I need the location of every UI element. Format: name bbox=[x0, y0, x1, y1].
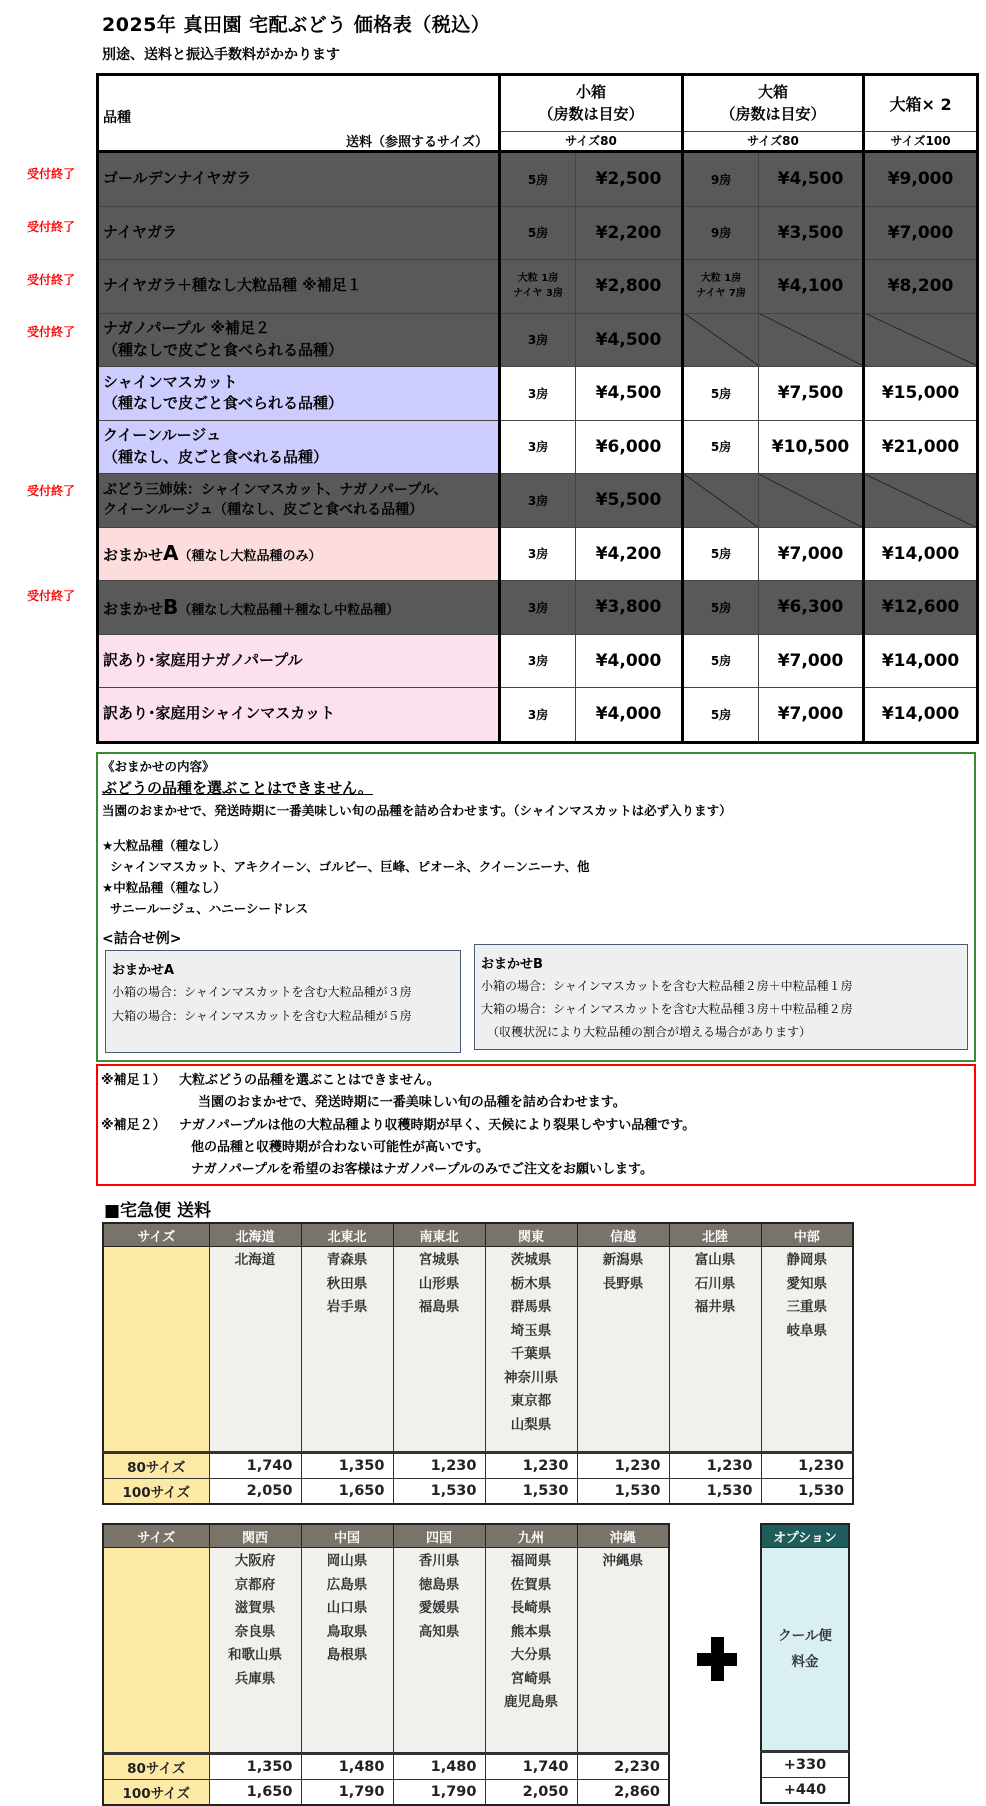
prefecture: 三重県 bbox=[786, 1299, 827, 1315]
prefecture: 熊本県 bbox=[510, 1623, 552, 1640]
region-header: 関東 bbox=[485, 1223, 577, 1247]
large-box-count: 5房 bbox=[683, 634, 759, 688]
example-a-title: おまかせA bbox=[112, 963, 175, 978]
price-row bbox=[98, 152, 978, 207]
large-box-price-unavailable bbox=[759, 474, 864, 528]
prefecture: 福井県 bbox=[694, 1299, 736, 1315]
prefecture: 東京都 bbox=[510, 1393, 552, 1409]
example-b-large: 大箱の場合：シャインマスカットを含む大粒品種３房＋中粒品種２房 bbox=[481, 1002, 853, 1016]
region-header: 信越 bbox=[577, 1223, 669, 1247]
large-box-count: 5房 bbox=[683, 527, 759, 581]
shipping-price-80: 1,740 bbox=[209, 1453, 301, 1479]
omakase-notice: ぶどうの品種を選ぶことはできません。 bbox=[102, 779, 373, 797]
small-box-count: 3房 bbox=[500, 367, 576, 421]
name-letter: A bbox=[163, 541, 179, 566]
header-large-box: 大箱 （房数は目安） bbox=[683, 75, 864, 132]
prefecture-list bbox=[669, 1247, 761, 1453]
size-label: 100サイズ bbox=[103, 1780, 209, 1806]
large-box-price: ¥7,000 bbox=[759, 527, 864, 581]
name-suffix: （種なし大粒品種＋種なし中粒品種） bbox=[178, 602, 400, 618]
x2-price-unavailable bbox=[864, 313, 978, 367]
closed-status-label: 受付終了 bbox=[27, 588, 76, 603]
large-box-count: 5房 bbox=[683, 581, 759, 635]
prefecture: 香川県 bbox=[418, 1553, 460, 1569]
prefecture: 岐阜県 bbox=[786, 1322, 827, 1339]
variety-name: ナイヤガラ＋種なし大粒品種 ※補足１ bbox=[98, 260, 500, 314]
large-x2-price: ¥9,000 bbox=[864, 152, 978, 207]
price-row bbox=[98, 420, 978, 474]
header-shipping-ref: 送料（参照するサイズ） bbox=[98, 131, 500, 152]
header-large-x2: 大箱× 2 bbox=[864, 75, 978, 132]
large-box-count: 9房 bbox=[683, 152, 759, 207]
large-box-price: ¥7,000 bbox=[759, 634, 864, 688]
prefecture: 高知県 bbox=[418, 1623, 460, 1640]
cool-price-100: +440 bbox=[761, 1778, 849, 1804]
small-box-count: 5房 bbox=[500, 206, 576, 260]
header-x2-size: サイズ100 bbox=[864, 131, 978, 152]
shipping-price-100: 1,530 bbox=[577, 1479, 669, 1505]
x2-price-unavailable bbox=[864, 474, 978, 528]
name-letter: B bbox=[163, 594, 179, 619]
prefecture: 広島県 bbox=[326, 1576, 368, 1593]
price-row bbox=[98, 474, 978, 528]
shipping-price-80: 2,230 bbox=[577, 1754, 669, 1780]
medium-grain-list: サニールージュ、ハニーシードレス bbox=[110, 901, 309, 916]
prefecture: 宮崎県 bbox=[510, 1670, 552, 1687]
small-box-count: 大粒 1房 ナイヤ 3房 bbox=[500, 260, 576, 314]
example-a-box bbox=[105, 950, 461, 1053]
prefecture: 長崎県 bbox=[510, 1600, 552, 1616]
size-label: 80サイズ bbox=[103, 1453, 209, 1479]
note2-line2: 他の品種と収穫時期が合わない可能性が高いです。 bbox=[191, 1140, 489, 1155]
prefecture: 北海道 bbox=[234, 1252, 276, 1268]
small-box-count: 3房 bbox=[500, 474, 576, 528]
shipping-price-100: 1,530 bbox=[393, 1479, 485, 1505]
prefecture-list bbox=[577, 1247, 669, 1453]
name-suffix: （種なし大粒品種のみ） bbox=[178, 549, 322, 565]
variety-name bbox=[98, 581, 500, 635]
shipping-price-80: 1,230 bbox=[485, 1453, 577, 1479]
prefecture: 京都府 bbox=[234, 1576, 276, 1593]
small-box-price: ¥2,800 bbox=[576, 260, 683, 314]
plus-icon bbox=[697, 1637, 737, 1681]
prefecture: 山梨県 bbox=[510, 1416, 552, 1433]
prefecture-list bbox=[209, 1548, 301, 1754]
closed-status-label: 受付終了 bbox=[27, 483, 76, 498]
price-row bbox=[98, 313, 978, 367]
variety-name bbox=[98, 527, 500, 581]
example-a-large: 大箱の場合：シャインマスカットを含む大粒品種が５房 bbox=[112, 1009, 412, 1023]
region-header: 中国 bbox=[301, 1524, 393, 1548]
prefecture: 大分県 bbox=[510, 1647, 552, 1663]
prefecture: 静岡県 bbox=[786, 1252, 827, 1268]
page-subtitle: 別途、送料と振込手数料がかかります bbox=[102, 47, 340, 63]
large-box-price-unavailable bbox=[759, 313, 864, 367]
prefecture: 宮城県 bbox=[418, 1252, 460, 1268]
large-box-count: 5房 bbox=[683, 367, 759, 421]
page-title: 2025年 真田園 宅配ぶどう 価格表（税込） bbox=[102, 14, 491, 36]
note1-label: ※補足１） bbox=[101, 1073, 166, 1088]
large-box-count: 大粒 1房 ナイヤ 7房 bbox=[683, 260, 759, 314]
header-large-size: サイズ80 bbox=[683, 131, 864, 152]
region-header: 北東北 bbox=[301, 1223, 393, 1247]
shipping-price-100: 2,860 bbox=[577, 1780, 669, 1806]
variety-name: シャインマスカット （種なしで皮ごと食べられる品種） bbox=[98, 367, 500, 421]
prefecture: 神奈川県 bbox=[504, 1369, 558, 1386]
prefecture: 栃木県 bbox=[510, 1275, 552, 1292]
large-x2-price: ¥14,000 bbox=[864, 634, 978, 688]
omakase-info-box bbox=[96, 752, 976, 1062]
large-box-count: 9房 bbox=[683, 206, 759, 260]
size-spacer bbox=[103, 1247, 209, 1453]
size-header: サイズ bbox=[103, 1524, 209, 1548]
cool-price-80: +330 bbox=[761, 1752, 849, 1778]
header-small-size: サイズ80 bbox=[500, 131, 683, 152]
shipping-price-80: 1,480 bbox=[393, 1754, 485, 1780]
large-x2-price: ¥8,200 bbox=[864, 260, 978, 314]
name-prefix: おまかせ bbox=[103, 599, 164, 618]
region-header: 中部 bbox=[761, 1223, 853, 1247]
prefecture: 石川県 bbox=[694, 1275, 736, 1292]
region-header: 南東北 bbox=[393, 1223, 485, 1247]
example-b-title: おまかせB bbox=[481, 957, 543, 972]
shipping-table-west bbox=[102, 1523, 670, 1806]
large-box-count: 5房 bbox=[683, 688, 759, 743]
prefecture: 山口県 bbox=[326, 1600, 368, 1616]
shipping-price-100: 1,530 bbox=[669, 1479, 761, 1505]
shipping-price-100: 2,050 bbox=[485, 1780, 577, 1806]
large-x2-price: ¥12,600 bbox=[864, 581, 978, 635]
closed-status-label: 受付終了 bbox=[27, 167, 76, 182]
small-box-price: ¥4,000 bbox=[576, 634, 683, 688]
prefecture: 福島県 bbox=[418, 1299, 460, 1315]
shipping-price-80: 1,740 bbox=[485, 1754, 577, 1780]
price-row bbox=[98, 581, 978, 635]
prefecture: 山形県 bbox=[418, 1275, 460, 1292]
prefecture-list bbox=[393, 1247, 485, 1453]
prefecture: 兵庫県 bbox=[234, 1670, 276, 1687]
prefecture: 岡山県 bbox=[326, 1553, 368, 1569]
large-grain-list: シャインマスカット、アキクイーン、ゴルビー、巨峰、ピオーネ、クイーンニーナ、他 bbox=[110, 859, 590, 874]
option-header: オプション bbox=[761, 1524, 849, 1548]
prefecture-list bbox=[485, 1548, 577, 1754]
region-header: 沖縄 bbox=[577, 1524, 669, 1548]
example-heading: <詰合せ例> bbox=[102, 931, 182, 947]
prefecture: 鳥取県 bbox=[326, 1623, 368, 1640]
example-b-box bbox=[474, 944, 968, 1050]
large-grain-heading: ★大粒品種（種なし） bbox=[102, 838, 226, 853]
example-b-note: （収穫状況により大粒品種の割合が増える場合があります） bbox=[487, 1025, 812, 1039]
shipping-section-title: ■宅急便 送料 bbox=[104, 1201, 211, 1221]
shipping-table-east bbox=[102, 1222, 854, 1505]
prefecture-list bbox=[209, 1247, 301, 1453]
large-box-price: ¥10,500 bbox=[759, 420, 864, 474]
prefecture-list bbox=[301, 1247, 393, 1453]
large-box-count-unavailable bbox=[683, 313, 759, 367]
shipping-price-80: 1,350 bbox=[209, 1754, 301, 1780]
large-box-price: ¥6,300 bbox=[759, 581, 864, 635]
shipping-price-100: 1,650 bbox=[209, 1780, 301, 1806]
shipping-price-100: 1,530 bbox=[485, 1479, 577, 1505]
shipping-price-100: 1,790 bbox=[393, 1780, 485, 1806]
variety-name: ぶどう三姉妹：シャインマスカット、ナガノパープル、 クイーンルージュ（種なし、皮ごと食べれる品種） bbox=[98, 474, 500, 528]
region-header: 九州 bbox=[485, 1524, 577, 1548]
size-label: 80サイズ bbox=[103, 1754, 209, 1780]
shipping-price-100: 1,530 bbox=[761, 1479, 853, 1505]
omakase-desc: 当園のおまかせで、発送時期に一番美味しい旬の品種を詰め合わせます。（シャインマスカットは必ず入ります） bbox=[102, 803, 732, 818]
large-box-price: ¥7,000 bbox=[759, 688, 864, 743]
large-box-price: ¥3,500 bbox=[759, 206, 864, 260]
small-box-count: 3房 bbox=[500, 313, 576, 367]
large-x2-price: ¥21,000 bbox=[864, 420, 978, 474]
price-row bbox=[98, 688, 978, 743]
size-label: 100サイズ bbox=[103, 1479, 209, 1505]
prefecture: 青森県 bbox=[326, 1252, 368, 1268]
large-box-price: ¥4,100 bbox=[759, 260, 864, 314]
shipping-price-80: 1,350 bbox=[301, 1453, 393, 1479]
prefecture: 沖縄県 bbox=[602, 1553, 643, 1569]
header-variety: 品種 bbox=[98, 75, 500, 132]
price-row bbox=[98, 527, 978, 581]
small-box-count: 3房 bbox=[500, 634, 576, 688]
prefecture: 長野県 bbox=[602, 1275, 644, 1292]
prefecture-list bbox=[577, 1548, 669, 1754]
prefecture: 奈良県 bbox=[234, 1623, 276, 1640]
variety-name: 訳あり･家庭用ナガノパープル bbox=[98, 634, 500, 688]
large-box-count-unavailable bbox=[683, 474, 759, 528]
small-box-price: ¥4,500 bbox=[576, 367, 683, 421]
small-box-count: 3房 bbox=[500, 527, 576, 581]
large-x2-price: ¥7,000 bbox=[864, 206, 978, 260]
price-row bbox=[98, 206, 978, 260]
shipping-price-100: 1,650 bbox=[301, 1479, 393, 1505]
supplement-notes-box bbox=[96, 1064, 976, 1186]
closed-status-label: 受付終了 bbox=[27, 220, 76, 235]
variety-name: ナガノパープル ※補足２ （種なしで皮ごと食べられる品種） bbox=[98, 313, 500, 367]
prefecture-list bbox=[393, 1548, 485, 1754]
variety-name: クイーンルージュ （種なし、皮ごと食べれる品種） bbox=[98, 420, 500, 474]
note2-line3: ナガノパープルを希望のお客様はナガノパープルのみでご注文をお願いします。 bbox=[191, 1162, 654, 1177]
note2-line1: ナガノパープルは他の大粒品種より収穫時期が早く、天候により裂果しやすい品種です。 bbox=[179, 1118, 696, 1133]
large-box-price: ¥4,500 bbox=[759, 152, 864, 207]
region-header: 四国 bbox=[393, 1524, 485, 1548]
small-box-price: ¥4,000 bbox=[576, 688, 683, 743]
small-box-price: ¥4,200 bbox=[576, 527, 683, 581]
prefecture: 千葉県 bbox=[510, 1346, 552, 1362]
name-prefix: おまかせ bbox=[103, 546, 164, 565]
large-x2-price: ¥14,000 bbox=[864, 527, 978, 581]
note1-line1: 大粒ぶどうの品種を選ぶことはできません。 bbox=[179, 1073, 440, 1088]
prefecture: 佐賀県 bbox=[510, 1576, 552, 1593]
omakase-heading: 《おまかせの内容》 bbox=[102, 759, 215, 774]
size-header: サイズ bbox=[103, 1223, 209, 1247]
small-box-count: 5房 bbox=[500, 152, 576, 207]
price-row bbox=[98, 367, 978, 421]
variety-name: ゴールデンナイヤガラ bbox=[98, 152, 500, 207]
note1-line2: 当園のおまかせで、発送時期に一番美味しい旬の品種を詰め合わせます。 bbox=[198, 1095, 626, 1110]
region-header: 北海道 bbox=[209, 1223, 301, 1247]
prefecture: 愛知県 bbox=[786, 1275, 827, 1292]
large-x2-price: ¥15,000 bbox=[864, 367, 978, 421]
shipping-price-80: 1,230 bbox=[577, 1453, 669, 1479]
prefecture-list bbox=[761, 1247, 853, 1453]
small-box-count: 3房 bbox=[500, 688, 576, 743]
small-box-price: ¥6,000 bbox=[576, 420, 683, 474]
header-small-box: 小箱 （房数は目安） bbox=[500, 75, 683, 132]
region-header: 北陸 bbox=[669, 1223, 761, 1247]
example-a-small: 小箱の場合：シャインマスカットを含む大粒品種が３房 bbox=[112, 985, 412, 999]
price-table bbox=[96, 73, 979, 744]
small-box-count: 3房 bbox=[500, 420, 576, 474]
note2-label: ※補足２） bbox=[101, 1118, 166, 1133]
shipping-price-80: 1,230 bbox=[669, 1453, 761, 1479]
small-box-price: ¥5,500 bbox=[576, 474, 683, 528]
prefecture: 大阪府 bbox=[234, 1553, 276, 1569]
prefecture: 群馬県 bbox=[510, 1299, 552, 1315]
small-box-price: ¥4,500 bbox=[576, 313, 683, 367]
prefecture-list bbox=[301, 1548, 393, 1754]
prefecture: 福岡県 bbox=[510, 1553, 552, 1569]
small-box-price: ¥2,200 bbox=[576, 206, 683, 260]
small-box-price: ¥3,800 bbox=[576, 581, 683, 635]
prefecture: 岩手県 bbox=[326, 1299, 368, 1315]
shipping-price-80: 1,230 bbox=[761, 1453, 853, 1479]
option-table bbox=[760, 1523, 850, 1804]
region-header: 関西 bbox=[209, 1524, 301, 1548]
shipping-price-100: 2,050 bbox=[209, 1479, 301, 1505]
shipping-price-80: 1,230 bbox=[393, 1453, 485, 1479]
cool-delivery-label: クール便 料金 bbox=[761, 1548, 849, 1752]
medium-grain-heading: ★中粒品種（種なし） bbox=[102, 880, 226, 895]
small-box-price: ¥2,500 bbox=[576, 152, 683, 207]
closed-status-label: 受付終了 bbox=[27, 325, 76, 340]
prefecture: 和歌山県 bbox=[228, 1647, 282, 1663]
large-x2-price: ¥14,000 bbox=[864, 688, 978, 743]
prefecture: 埼玉県 bbox=[510, 1322, 552, 1339]
prefecture: 愛媛県 bbox=[418, 1600, 460, 1616]
prefecture: 徳島県 bbox=[418, 1576, 460, 1593]
shipping-price-100: 1,790 bbox=[301, 1780, 393, 1806]
large-box-count: 5房 bbox=[683, 420, 759, 474]
price-row bbox=[98, 634, 978, 688]
prefecture-list bbox=[485, 1247, 577, 1453]
prefecture: 島根県 bbox=[326, 1647, 368, 1663]
prefecture: 茨城県 bbox=[510, 1252, 552, 1268]
shipping-price-80: 1,480 bbox=[301, 1754, 393, 1780]
prefecture: 滋賀県 bbox=[234, 1600, 276, 1616]
variety-name: 訳あり･家庭用シャインマスカット bbox=[98, 688, 500, 743]
prefecture: 鹿児島県 bbox=[504, 1694, 558, 1710]
variety-name: ナイヤガラ bbox=[98, 206, 500, 260]
prefecture: 新潟県 bbox=[602, 1252, 644, 1268]
price-row bbox=[98, 260, 978, 314]
closed-status-label: 受付終了 bbox=[27, 272, 76, 287]
small-box-count: 3房 bbox=[500, 581, 576, 635]
prefecture: 秋田県 bbox=[326, 1275, 368, 1292]
example-b-small: 小箱の場合：シャインマスカットを含む大粒品種２房＋中粒品種１房 bbox=[481, 979, 853, 993]
prefecture: 富山県 bbox=[694, 1252, 736, 1268]
large-box-price: ¥7,500 bbox=[759, 367, 864, 421]
size-spacer bbox=[103, 1548, 209, 1754]
